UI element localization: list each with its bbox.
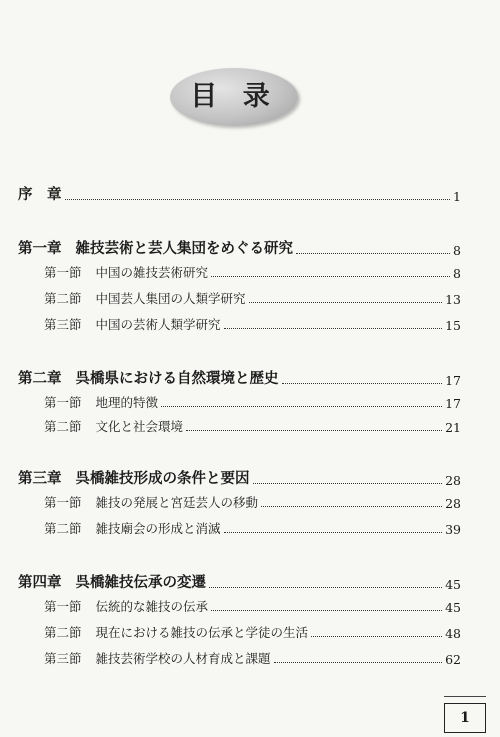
toc-section-number: 第一節	[44, 395, 82, 410]
toc-entry-section-2-1[interactable]	[0, 389, 500, 411]
toc-section-number: 第一節	[44, 495, 82, 510]
toc-page-number: 39	[445, 522, 461, 537]
toc-entry-section-4-1[interactable]	[0, 593, 500, 615]
dot-leader	[282, 382, 443, 384]
toc-section-title: 中国の雑技芸術研究	[95, 265, 209, 280]
toc-entry-section-4-2[interactable]	[0, 619, 500, 641]
page-number-box: 1	[444, 703, 486, 733]
dot-leader	[261, 505, 442, 507]
dot-leader	[249, 301, 443, 303]
toc-page-number: 17	[445, 396, 461, 411]
toc-section-title: 現在における雑技の伝承と学徒の生活	[95, 625, 309, 640]
toc-section-number: 第二節	[44, 521, 82, 536]
toc-entry-chapter-2[interactable]	[0, 366, 500, 388]
toc-chapter-number: 序 章	[18, 187, 62, 203]
dot-leader	[311, 635, 442, 637]
toc-section-title: 伝統的な雑技の伝承	[95, 599, 209, 614]
toc-page-number: 8	[453, 266, 461, 281]
toc-section-title: 中国芸人集団の人類学研究	[95, 291, 246, 306]
toc-chapter-number: 第四章	[18, 575, 62, 591]
toc-section-number: 第一節	[44, 265, 82, 280]
toc-entry-chapter-4[interactable]	[0, 570, 500, 592]
toc-entry-section-4-3[interactable]	[0, 645, 500, 667]
dot-leader	[211, 609, 442, 611]
dot-leader	[209, 586, 442, 588]
toc-page-number: 8	[453, 243, 461, 258]
toc-page-number: 21	[445, 420, 461, 435]
toc-page-number: 13	[445, 292, 461, 307]
dot-leader	[253, 482, 443, 484]
toc-entry-section-1-2[interactable]	[0, 285, 500, 307]
toc-section-title: 雑技の発展と宮廷芸人の移動	[95, 495, 259, 510]
toc-entry-section-3-2[interactable]	[0, 515, 500, 537]
toc-section-number: 第二節	[44, 625, 82, 640]
toc-page-number: 45	[445, 600, 461, 615]
toc-entry-chapter-1[interactable]	[0, 236, 500, 258]
toc-chapter-title: 呉橋雑技伝承の変遷	[75, 575, 206, 591]
toc-section-title: 地理的特徴	[95, 395, 159, 410]
toc-entry-section-2-2[interactable]	[0, 413, 500, 435]
toc-section-number: 第二節	[44, 291, 82, 306]
toc-page-number: 45	[445, 577, 461, 592]
dot-leader	[274, 661, 443, 663]
toc-section-title: 中国の芸術人類学研究	[95, 317, 221, 332]
toc-entry-preface[interactable]	[0, 182, 500, 204]
toc-page-number: 62	[445, 652, 461, 667]
page-number-rule	[444, 696, 486, 697]
dot-leader	[224, 531, 443, 533]
dot-leader	[211, 275, 450, 277]
toc-chapter-number: 第二章	[18, 371, 62, 387]
toc-section-number: 第二節	[44, 419, 82, 434]
toc-section-title: 文化と社会環境	[95, 419, 184, 434]
toc-section-title: 雑技廟会の形成と消滅	[95, 521, 221, 536]
toc-page-number: 28	[445, 496, 461, 511]
dot-leader	[186, 429, 442, 431]
toc-entry-chapter-3[interactable]	[0, 466, 500, 488]
toc-chapter-number: 第三章	[18, 471, 62, 487]
dot-leader	[296, 252, 450, 254]
dot-leader	[224, 327, 443, 329]
toc-page-number: 48	[445, 626, 461, 641]
toc-page-number: 1	[453, 189, 461, 204]
toc-chapter-title: 呉橋県における自然環境と歴史	[75, 371, 279, 387]
toc-page-number: 15	[445, 318, 461, 333]
toc-section-number: 第三節	[44, 317, 82, 332]
dot-leader	[161, 405, 442, 407]
toc-section-number: 第一節	[44, 599, 82, 614]
toc-entry-section-3-1[interactable]	[0, 489, 500, 511]
toc-chapter-number: 第一章	[18, 241, 62, 257]
page-title: 目 录	[190, 81, 278, 112]
toc-chapter-title: 呉橋雑技形成の条件と要因	[75, 471, 250, 487]
dot-leader	[65, 198, 451, 200]
toc-entry-section-1-1[interactable]	[0, 259, 500, 281]
toc-page-number: 17	[445, 373, 461, 388]
toc-page-number: 28	[445, 473, 461, 488]
toc-chapter-title: 雑技芸術と芸人集団をめぐる研究	[75, 241, 293, 257]
toc-section-number: 第三節	[44, 651, 82, 666]
toc-entry-section-1-3[interactable]	[0, 311, 500, 333]
toc-section-title: 雑技芸術学校の人材育成と課題	[95, 651, 271, 666]
